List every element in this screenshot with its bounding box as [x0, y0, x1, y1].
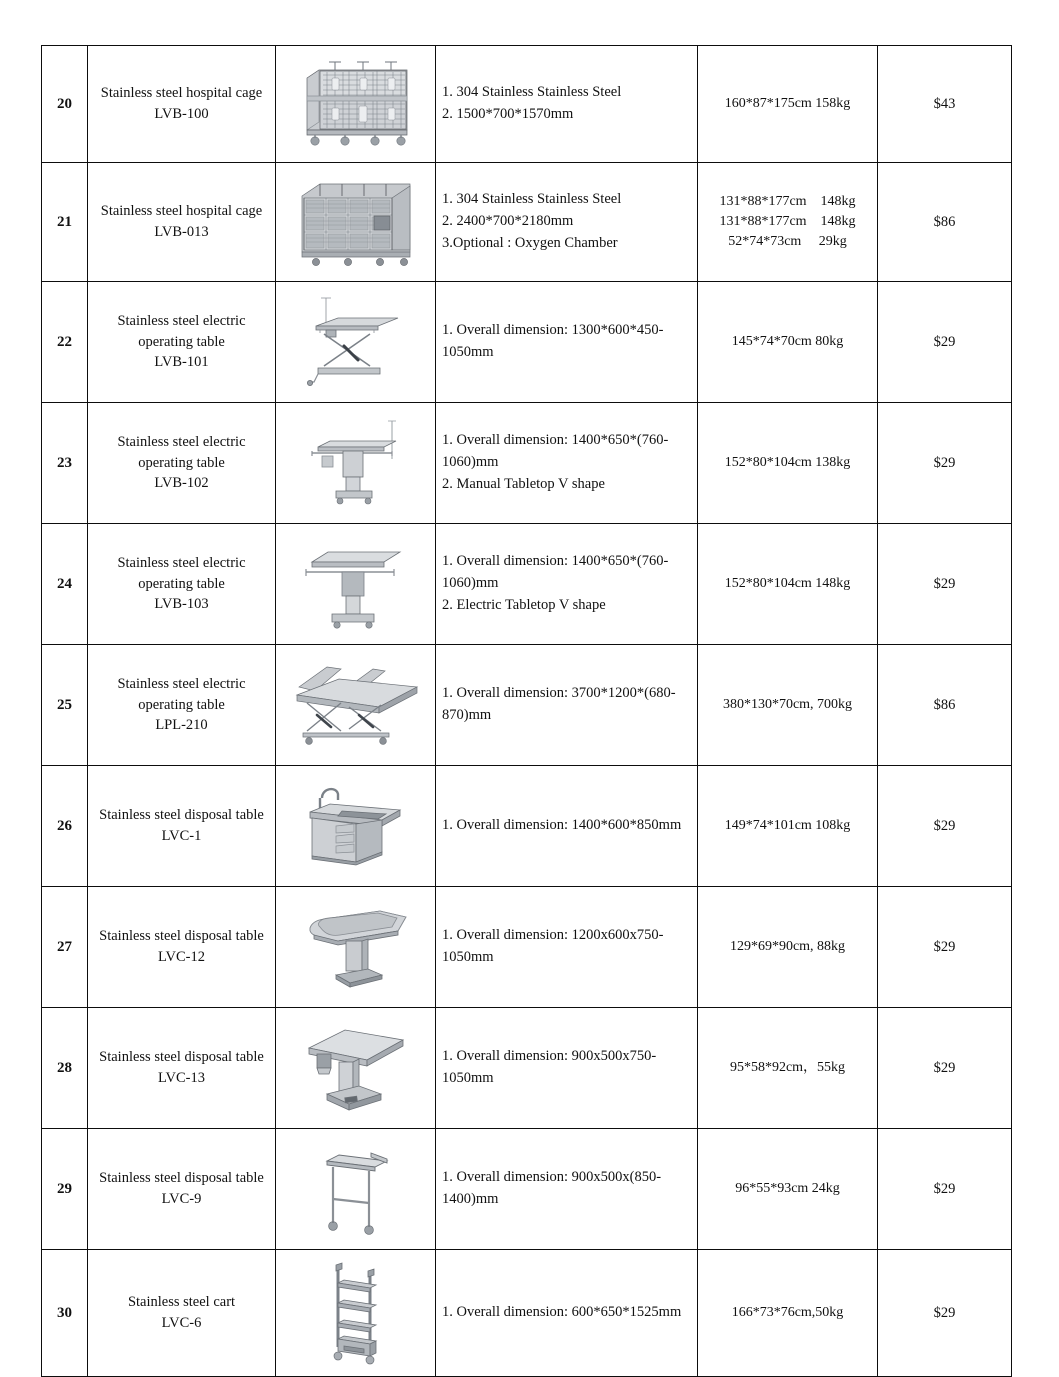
row-index: 30 — [42, 1250, 88, 1377]
dimension-line: 131*88*177cm 148kg — [719, 193, 856, 209]
dimension-line: 380*130*70cm, 700kg — [722, 696, 853, 712]
product-image-cell — [276, 645, 436, 766]
product-name-cell — [88, 524, 276, 645]
product-name: Stainless steel disposal table — [99, 1170, 264, 1187]
dimension-line: 149*74*101cm 108kg — [724, 817, 851, 833]
spec-line: 1. 304 Stainless Stainless Steel — [442, 191, 622, 208]
price-cell: $86 — [878, 645, 1012, 766]
product-image-cell — [276, 1129, 436, 1250]
row-index: 23 — [42, 403, 88, 524]
dimension-line: 145*74*70cm 80kg — [731, 333, 844, 349]
product-name-cell — [88, 1250, 276, 1377]
specification-cell — [436, 524, 698, 645]
product-name: Stainless steel electric operating table — [117, 313, 246, 350]
pedestal-operating-table-image — [296, 413, 416, 509]
specification-cell — [436, 766, 698, 887]
table-row — [42, 1008, 1012, 1129]
product-model: LVB-101 — [154, 354, 209, 371]
product-image-cell — [276, 1250, 436, 1377]
shelf-cart-image — [308, 1255, 404, 1367]
dimension-cell — [698, 282, 878, 403]
dimension-cell — [698, 1008, 878, 1129]
dimension-cell — [698, 766, 878, 887]
table-row — [42, 282, 1012, 403]
product-name: Stainless steel cart — [127, 1294, 236, 1311]
product-image-cell — [276, 163, 436, 282]
product-model: LVC-6 — [161, 1315, 202, 1331]
product-name-cell — [88, 163, 276, 282]
row-index: 24 — [42, 524, 88, 645]
table-row — [42, 887, 1012, 1008]
hospital-cage-image — [289, 56, 423, 148]
product-model: LVC-12 — [158, 949, 205, 965]
electric-operating-table-image — [294, 534, 418, 630]
specification-cell — [436, 1129, 698, 1250]
row-index: 25 — [42, 645, 88, 766]
table-row — [42, 524, 1012, 645]
dimension-cell — [698, 1129, 878, 1250]
spec-line: 3.Optional : Oxygen Chamber — [442, 234, 618, 251]
product-name-cell — [88, 1129, 276, 1250]
price-cell: $29 — [878, 887, 1012, 1008]
spec-line: 2. 1500*700*1570mm — [442, 106, 574, 122]
product-image-cell — [276, 524, 436, 645]
product-name: Stainless steel disposal table — [99, 928, 264, 945]
row-index: 27 — [42, 887, 88, 1008]
specification-cell — [436, 163, 698, 282]
mobile-trolley-table-image — [301, 1137, 411, 1237]
product-name-cell — [88, 887, 276, 1008]
table-row — [42, 163, 1012, 282]
dimension-line: 166*73*76cm,50kg — [731, 1304, 844, 1320]
disposal-table-sink-image — [296, 778, 416, 870]
dimension-line: 160*87*175cm 158kg — [724, 95, 851, 111]
product-model: LPL-210 — [155, 717, 208, 734]
specification-cell — [436, 1008, 698, 1129]
price-cell: $43 — [878, 46, 1012, 163]
spec-line: 2. 2400*700*2180mm — [442, 213, 574, 230]
table-body — [42, 46, 1012, 1377]
dimension-line: 52*74*73cm 29kg — [728, 234, 847, 250]
product-name-cell — [88, 282, 276, 403]
price-cell: $29 — [878, 524, 1012, 645]
scissor-lift-table-image — [296, 292, 416, 388]
row-index: 20 — [42, 46, 88, 163]
product-name: Stainless steel disposal table — [99, 807, 264, 824]
specification-cell — [436, 282, 698, 403]
product-image-cell — [276, 887, 436, 1008]
row-index: 22 — [42, 282, 88, 403]
table-row — [42, 766, 1012, 887]
product-name: Stainless steel disposal table — [99, 1049, 264, 1066]
product-image-cell — [276, 766, 436, 887]
price-cell: $29 — [878, 1008, 1012, 1129]
product-name: Stainless steel electric operating table — [117, 555, 246, 592]
large-hospital-cage-image — [286, 172, 426, 268]
row-index: 21 — [42, 163, 88, 282]
specification-cell — [436, 403, 698, 524]
dimension-cell — [698, 163, 878, 282]
dimension-line: 152*80*104cm 138kg — [724, 454, 851, 470]
price-cell: $29 — [878, 766, 1012, 887]
specification-cell — [436, 1250, 698, 1377]
product-catalog-table — [41, 45, 1012, 1377]
dimension-line: 96*55*93cm 24kg — [735, 1180, 840, 1196]
product-name-cell — [88, 766, 276, 887]
spec-line: 2. Manual Tabletop V shape — [442, 475, 605, 492]
product-model: LVC-9 — [161, 1191, 202, 1207]
dimension-line: 131*88*177cm 148kg — [719, 213, 856, 229]
product-image-cell — [276, 403, 436, 524]
product-name: Stainless steel hospital cage — [100, 203, 263, 220]
spec-line: 1. Overall dimension: 1400*650*(760-1060)mm — [442, 432, 669, 471]
spec-line: 1. 304 Stainless Stainless Steel — [442, 84, 622, 101]
dimension-line: 152*80*104cm 148kg — [724, 575, 851, 591]
price-cell: $29 — [878, 403, 1012, 524]
specification-cell — [436, 887, 698, 1008]
price-cell: $29 — [878, 1250, 1012, 1377]
product-model: LVB-102 — [154, 475, 209, 492]
dimension-cell — [698, 46, 878, 163]
dimension-line: 95*58*92cm，55kg — [729, 1059, 846, 1075]
square-disposal-table-image — [295, 1018, 417, 1114]
table-row — [42, 1129, 1012, 1250]
oval-disposal-table-image — [294, 897, 418, 993]
dimension-cell — [698, 524, 878, 645]
product-name-cell — [88, 1008, 276, 1129]
product-image-cell — [276, 46, 436, 163]
row-index: 26 — [42, 766, 88, 887]
product-name: Stainless steel electric operating table — [117, 676, 246, 713]
spec-line: 1. Overall dimension: 1300*600*450-1050mm — [442, 322, 664, 360]
spec-line: 1. Overall dimension: 600*650*1525mm — [442, 1304, 682, 1321]
price-cell: $29 — [878, 1129, 1012, 1250]
large-animal-table-image — [283, 657, 429, 749]
product-model: LVB-013 — [154, 224, 209, 240]
specification-cell — [436, 645, 698, 766]
spec-line: 1. Overall dimension: 900x500x750-1050mm — [442, 1048, 657, 1086]
price-cell: $29 — [878, 282, 1012, 403]
product-model: LVB-100 — [154, 106, 209, 122]
table-row — [42, 645, 1012, 766]
product-model: LVC-1 — [161, 828, 202, 844]
product-name-cell — [88, 645, 276, 766]
product-name: Stainless steel electric operating table — [117, 434, 246, 471]
product-image-cell — [276, 1008, 436, 1129]
spec-line: 1. Overall dimension: 1200x600x750-1050mm — [442, 927, 664, 965]
product-model: LVC-13 — [158, 1070, 205, 1086]
product-model: LVB-103 — [154, 596, 209, 613]
product-image-cell — [276, 282, 436, 403]
price-cell: $86 — [878, 163, 1012, 282]
spec-line: 2. Electric Tabletop V shape — [442, 596, 606, 613]
specification-cell — [436, 46, 698, 163]
spec-line: 1. Overall dimension: 1400*650*(760-1060)mm — [442, 553, 669, 592]
spec-line: 1. Overall dimension: 1400*600*850mm — [442, 817, 682, 834]
dimension-cell — [698, 1250, 878, 1377]
table-row — [42, 403, 1012, 524]
spec-line: 1. Overall dimension: 3700*1200*(680-870)mm — [442, 685, 676, 723]
product-name: Stainless steel hospital cage — [100, 85, 263, 102]
row-index: 28 — [42, 1008, 88, 1129]
dimension-cell — [698, 645, 878, 766]
dimension-cell — [698, 403, 878, 524]
row-index: 29 — [42, 1129, 88, 1250]
table-row — [42, 46, 1012, 163]
dimension-cell — [698, 887, 878, 1008]
table-row — [42, 1250, 1012, 1377]
product-name-cell — [88, 46, 276, 163]
spec-line: 1. Overall dimension: 900x500x(850-1400)mm — [442, 1169, 662, 1207]
dimension-line: 129*69*90cm, 88kg — [729, 938, 846, 954]
product-name-cell — [88, 403, 276, 524]
